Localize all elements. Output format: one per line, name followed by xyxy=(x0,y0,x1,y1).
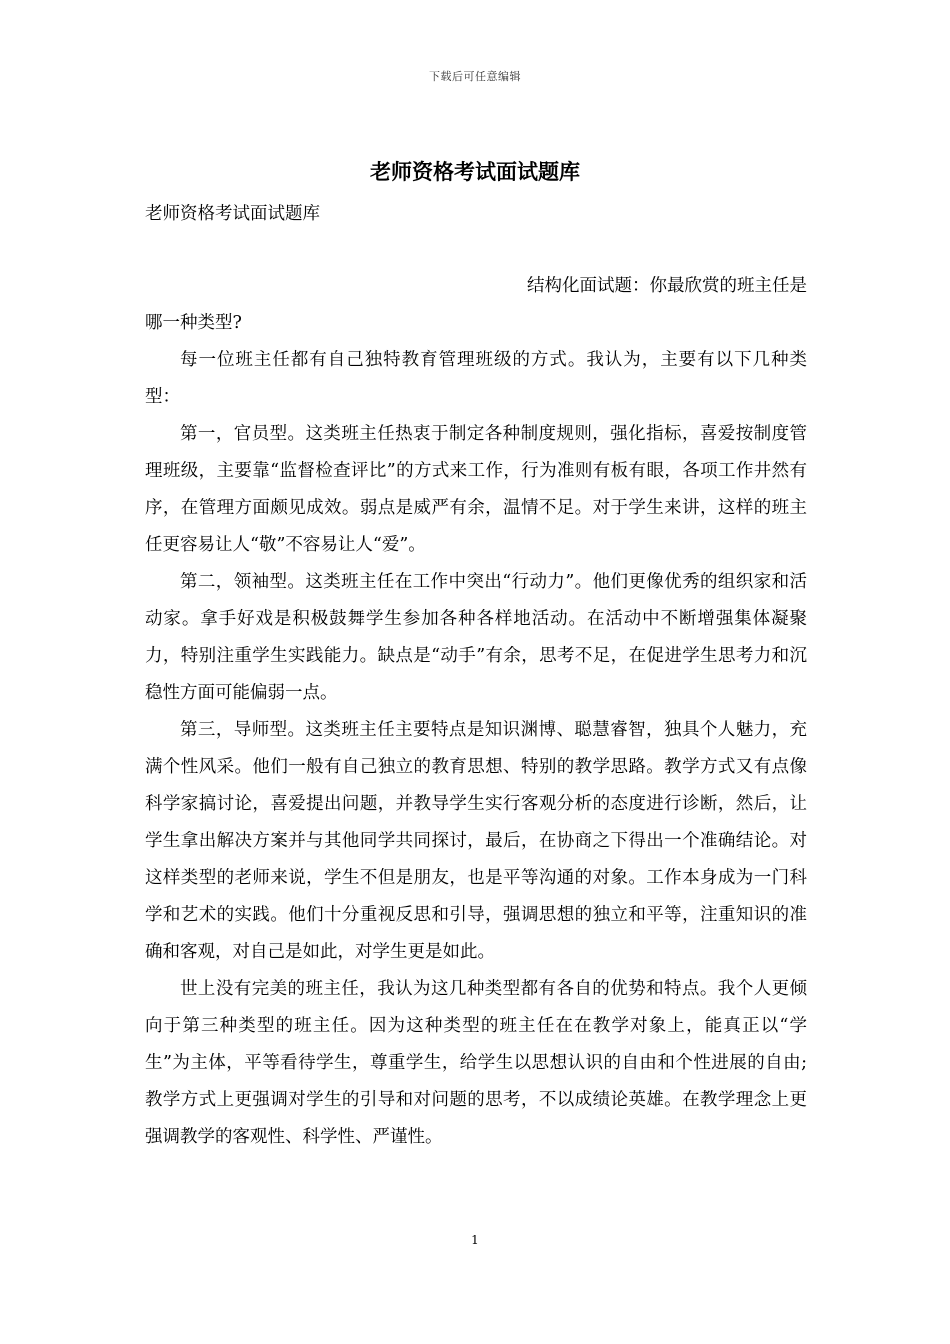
document-title: 老师资格考试面试题库 xyxy=(370,159,580,184)
page-number: 1 xyxy=(471,1233,479,1247)
header-note: 下载后可任意编辑 xyxy=(429,70,521,83)
document-body xyxy=(145,268,807,1156)
question-line: 结构化面试题：你最欣赏的班主任是 xyxy=(527,276,807,296)
paragraph-official-type: 第一，官员型。这类班主任热衷于制定各种制度规则，强化指标，喜爱按制度管理班级，主要靠“监督检查评比”的方式来工作，行为准则有板有眼，各项工作井然有序，在管理方面颇见成效。弱点是威严有余，温情不足。对于学生来讲，这样的班主任更容易让人“敬”不容易让人“爱”。 xyxy=(145,424,807,555)
question-line-continued: 哪一种类型? xyxy=(145,313,242,333)
paragraph-conclusion: 世上没有完美的班主任，我认为这几种类型都有各自的优势和特点。我个人更倾向于第三种类型的班主任。因为这种类型的班主任在在教学对象上，能真正以“学生”为主体，平等看待学生，尊重学生，给学生以思想认识的自由和个性进展的自由;教学方式上更强调对学生的引导和对问题的思考，不以成绩论英雄。在教学理念上更强调教学的客观性、科学性、严谨性。 xyxy=(145,979,807,1147)
paragraph-intro: 每一位班主任都有自己独特教育管理班级的方式。我认为，主要有以下几种类型： xyxy=(145,350,807,407)
document-subtitle: 老师资格考试面试题库 xyxy=(145,204,320,224)
paragraph-mentor-type: 第三，导师型。这类班主任主要特点是知识渊博、聪慧睿智，独具个人魅力，充满个性风采。他们一般有自己独立的教育思想、特别的教学思路。教学方式又有点像科学家搞讨论，喜爱提出问题，并教导学生实行客观分析的态度进行诊断，然后，让学生拿出解决方案并与其他同学共同探讨，最后，在协商之下得出一个准确结论。对这样类型的老师来说，学生不但是朋友，也是平等沟通的对象。工作本身成为一门科学和艺术的实践。他们十分重视反思和引导，强调思想的独立和平等，注重知识的准确和客观，对自己是如此，对学生更是如此。 xyxy=(145,720,807,962)
paragraph-leader-type: 第二，领袖型。这类班主任在工作中突出“行动力”。他们更像优秀的组织家和活动家。拿手好戏是积极鼓舞学生参加各种各样地活动。在活动中不断增强集体凝聚力，特别注重学生实践能力。缺点是“动手”有余，思考不足，在促进学生思考力和沉稳性方面可能偏弱一点。 xyxy=(145,572,807,703)
